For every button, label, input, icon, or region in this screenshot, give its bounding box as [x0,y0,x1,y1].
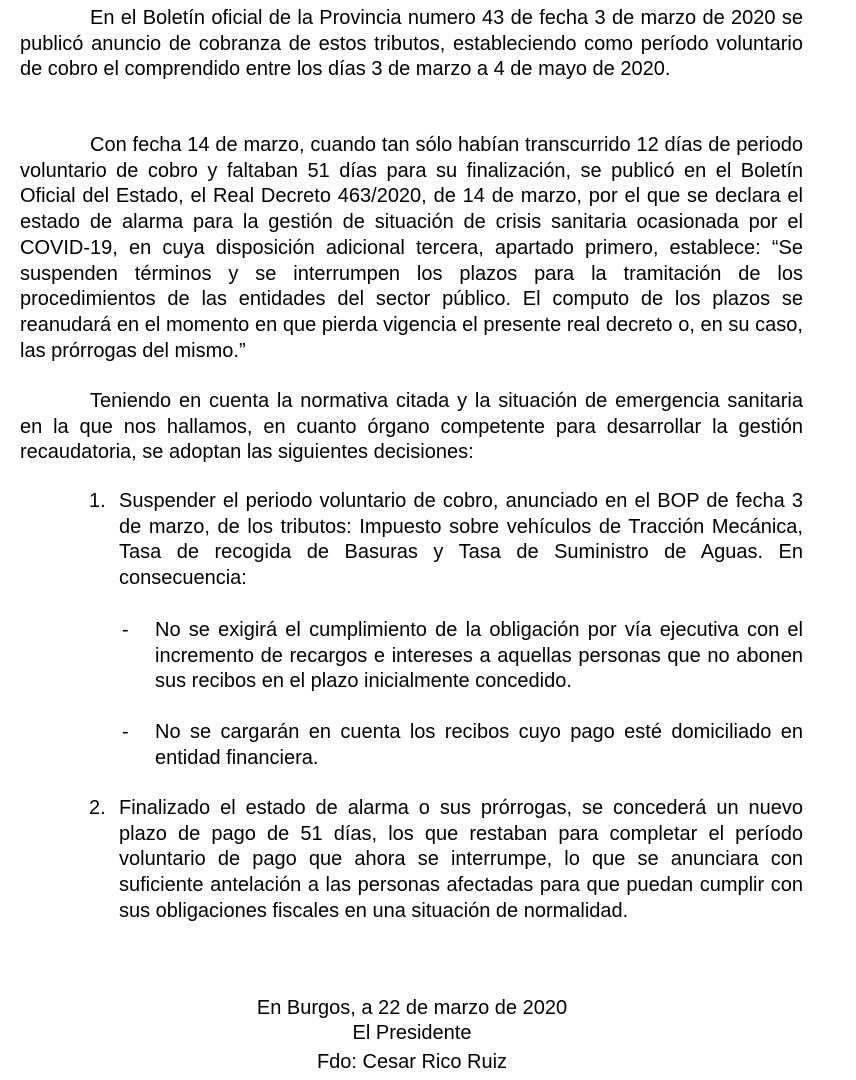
decision-text: Finalizado el estado de alarma o sus prórrogas, se concederá un nuevo plazo de pago de 51 días, los que restaban para completar el período voluntario de pago que ahora se interrumpe, lo que se anunciara con suficiente antelación a las personas afectadas para que puedan cumplir con sus obligaciones fiscales en una situación de normalidad. [119,797,803,922]
paragraph-royal-decree: Con fecha 14 de marzo, cuando tan sólo habían transcurrido 12 días de periodo voluntario de cobro y faltaban 51 días para su finalización, se publicó en el Boletín Oficial del Estado, el Real Decreto 463/2020, de 14 de marzo, por el que se declara el estado de alarma para la gestión de situación de crisis sanitaria ocasionada por el COVID-19, en cuya disposición adicional tercera, apartado primero, establece: “Se suspenden términos y se interrumpen los plazos para la tramitación de los procedimientos de las entidades del sector público. El computo de los plazos se reanudará en el momento en que pierda vigencia el presente real decreto o, en su caso, las prórrogas del mismo.” [20,134,803,362]
sub-item-text: No se exigirá el cumplimiento de la obligación por vía ejecutiva con el incremento de recargos e intereses a aquellas personas que no abonen sus recibos en el plazo inicialmente concedido. [155,619,803,693]
signature-place-date: En Burgos, a 22 de marzo de 2020 [256,997,568,1019]
signature-role: El Presidente [352,1022,472,1044]
dash-marker: - [122,619,129,641]
sub-item-1 [122,618,803,695]
decision-item-1 [89,489,803,592]
decision-number: 1. [89,490,106,512]
decision-text: Suspender el periodo voluntario de cobro, anunciado en el BOP de fecha 3 de marzo, de los tributos: Impuesto sobre vehículos de Tracción Mecánica, Tasa de recogida de Basuras y Tasa de Suministro de Aguas. En consecuencia: [119,490,803,590]
paragraph-bop-announcement: En el Boletín oficial de la Provincia numero 43 de fecha 3 de marzo de 2020 se publicó anuncio de cobranza de estos tributos, estableciendo como período voluntario de cobro el comprendido entre los días 3 de marzo a 4 de mayo de 2020. [20,7,803,81]
paragraph-decisions-intro: Teniendo en cuenta la normativa citada y la situación de emergencia sanitaria en la que nos hallamos, en cuanto órgano competente para desarrollar la gestión recaudatoria, se adoptan las siguientes decisiones: [20,390,803,464]
sub-item-2 [122,720,803,771]
decision-number: 2. [89,797,106,819]
dash-marker: - [122,721,129,743]
sub-item-text: No se cargarán en cuenta los recibos cuyo pago esté domiciliado en entidad financiera. [155,721,803,769]
decision-item-2 [89,796,803,925]
signature-signed-by: Fdo: Cesar Rico Ruiz [316,1051,508,1073]
